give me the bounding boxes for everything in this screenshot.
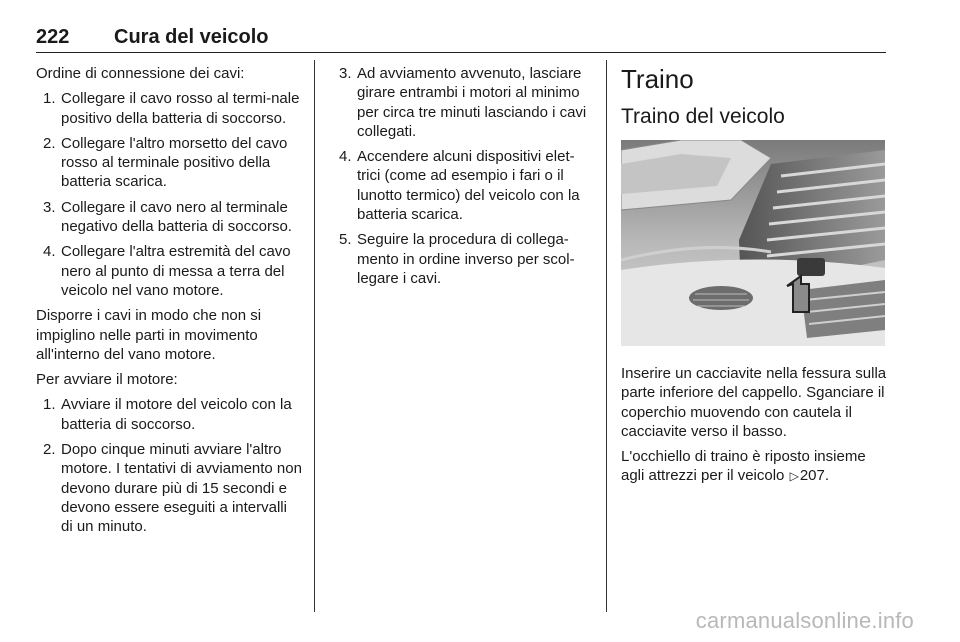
list-item: 2. Collegare l'altro morsetto del cavo rosso al terminale positivo della batteria scarica. bbox=[43, 134, 288, 191]
column-3 bbox=[621, 64, 887, 493]
column-2 bbox=[332, 64, 594, 294]
column-1 bbox=[36, 64, 302, 543]
column-divider bbox=[606, 60, 607, 612]
car-front-bumper-photo-icon bbox=[621, 140, 885, 346]
page-number: 222 bbox=[36, 26, 70, 48]
list-item: 4. Accendere alcuni dispositivi elet-trici (come ad esempio i fari o il lunotto termico) del veicolo con la batteria scarica. bbox=[339, 148, 580, 224]
page-header bbox=[36, 26, 886, 50]
start-intro: Per avviare il motore: bbox=[36, 371, 178, 389]
cross-reference-icon: ▷ bbox=[789, 469, 799, 484]
list-item: 1. Avviare il motore del veicolo con la batteria di soccorso. bbox=[43, 396, 292, 433]
column-divider bbox=[314, 60, 315, 612]
section-title: Traino bbox=[621, 64, 694, 94]
chapter-title: Cura del veicolo bbox=[114, 26, 269, 48]
list-item: 3. Collegare il cavo nero al terminale negativo della batteria di soccorso. bbox=[43, 198, 292, 236]
paragraph: Inserire un cacciavite nella fessura sulla parte inferiore del cappello. Sganciare il coperchio muovendo con cautela il cacciavite verso il basso. bbox=[621, 365, 887, 440]
list-item: 3. Ad avviamento avvenuto, lasciare girare entrambi i motori al minimo per circa tre minuti lasciando i cavi collegati. bbox=[339, 65, 587, 140]
cable-note: Disporre i cavi in modo che non si impiglino nelle parti in movimento all'interno del vano motore. bbox=[36, 307, 262, 363]
subsection-title: Traino del veicolo bbox=[621, 105, 785, 128]
list-item: 2. Dopo cinque minuti avviare l'altro motore. I tentativi di avviamento non devono durare più di 15 secondi e devono essere eseguiti a intervalli di un minuto. bbox=[43, 441, 302, 536]
list-item: 1. Collegare il cavo rosso al termi-nale positivo della batteria di soccorso. bbox=[43, 90, 300, 127]
paragraph: L'occhiello di traino è riposto insieme agli attrezzi per il veicolo ▷207. bbox=[621, 448, 866, 485]
page-reference[interactable]: 207. bbox=[799, 467, 830, 485]
connection-intro: Ordine di connessione dei cavi: bbox=[36, 65, 245, 82]
header-rule bbox=[36, 52, 886, 53]
watermark: carmanualsonline.info bbox=[695, 608, 914, 633]
list-item: 4. Collegare l'altra estremità del cavo nero al punto di messa a terra del veicolo nel vano motore. bbox=[43, 243, 291, 299]
list-item: 5. Seguire la procedura di collega-mento in ordine inverso per scol-legare i cavi. bbox=[339, 231, 575, 287]
